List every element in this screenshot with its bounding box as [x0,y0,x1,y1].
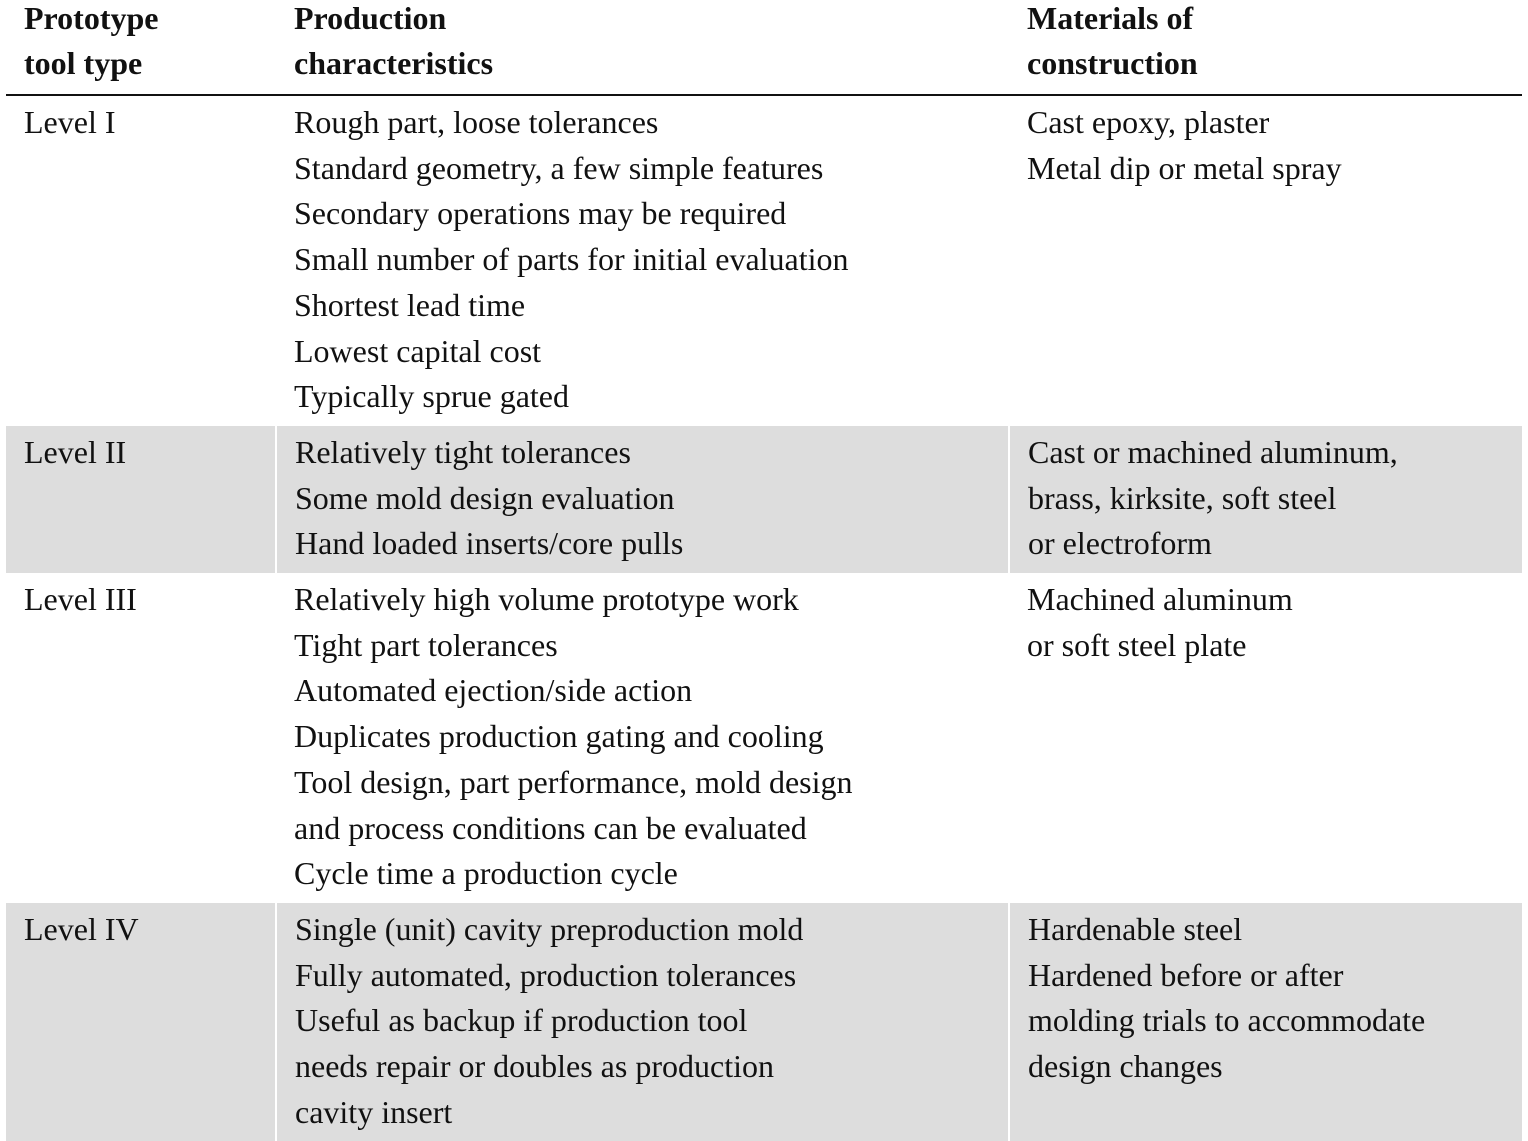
level-cell [6,426,276,573]
level-label: Level II [24,433,127,470]
cell-line: Hardened before or after [1028,956,1344,993]
table-row [6,426,1522,573]
cell-line: and process conditions can be evaluated [294,809,807,846]
cell-line: Metal dip or metal spray [1027,149,1342,186]
cell-line: Secondary operations may be required [294,195,787,232]
cell-line: Cycle time a production cycle [294,855,678,892]
cell-line: Single (unit) cavity preproduction mold [295,910,804,947]
table-row [6,903,1522,1141]
cell-line: Hardenable steel [1028,910,1243,947]
characteristics-cell [276,573,1009,903]
cell-line: Cast epoxy, plaster [1027,104,1270,140]
materials-cell [1009,903,1522,1141]
cell-line: Small number of parts for initial evaluation [294,241,849,278]
cell-line: Tight part tolerances [294,626,558,663]
cell-line: Automated ejection/side action [294,672,693,709]
cell-line: Machined aluminum [1027,581,1293,618]
header-line: Production [294,0,447,36]
level-cell [6,903,276,1141]
cell-line: Relatively tight tolerances [295,433,631,470]
level-label: Level III [24,581,137,618]
cell-line: Duplicates production gating and cooling [294,718,824,755]
cell-line: needs repair or doubles as production [295,1048,774,1085]
materials-cell [1009,573,1522,903]
header-line: Prototype [24,0,159,36]
header-production-characteristics [276,0,1009,91]
level-cell [6,573,276,903]
cell-line: cavity insert [295,1093,453,1130]
level-cell [6,95,276,426]
cell-line: Rough part, loose tolerances [294,104,659,140]
characteristics-cell [276,426,1009,573]
cell-line: brass, kirksite, soft steel [1028,479,1337,516]
cell-line: molding trials to accommodate [1028,1002,1426,1039]
cell-line: or electroform [1028,525,1212,562]
cell-line: Standard geometry, a few simple features [294,149,824,186]
characteristics-cell [276,903,1009,1141]
header-line: characteristics [294,45,494,81]
header-row [6,0,1522,95]
cell-line: Hand loaded inserts/core pulls [295,525,684,562]
materials-cell [1009,426,1522,573]
cell-line: Tool design, part performance, mold design [294,763,853,800]
header-materials [1009,0,1522,91]
header-line: construction [1027,45,1198,81]
cell-line: Fully automated, production tolerances [295,956,797,993]
cell-line: Cast or machined aluminum, [1028,433,1398,470]
table-row [6,95,1522,426]
header-line: Materials of [1027,0,1194,36]
cell-line: Shortest lead time [294,286,526,323]
cell-line: Relatively high volume prototype work [294,581,799,618]
cell-line: Lowest capital cost [294,332,542,369]
cell-line: design changes [1028,1048,1223,1085]
cell-line: Some mold design evaluation [295,479,675,516]
level-label: Level IV [24,910,139,947]
cell-line: or soft steel plate [1027,626,1247,663]
cell-line: Useful as backup if production tool [295,1002,748,1039]
level-label: Level I [24,104,116,140]
header-tool-type [6,0,276,91]
cell-line: Typically sprue gated [294,378,569,415]
table-row [6,573,1522,903]
header-line: tool type [24,45,143,81]
prototype-tooling-table [6,0,1522,1141]
materials-cell [1009,95,1522,426]
characteristics-cell [276,95,1009,426]
